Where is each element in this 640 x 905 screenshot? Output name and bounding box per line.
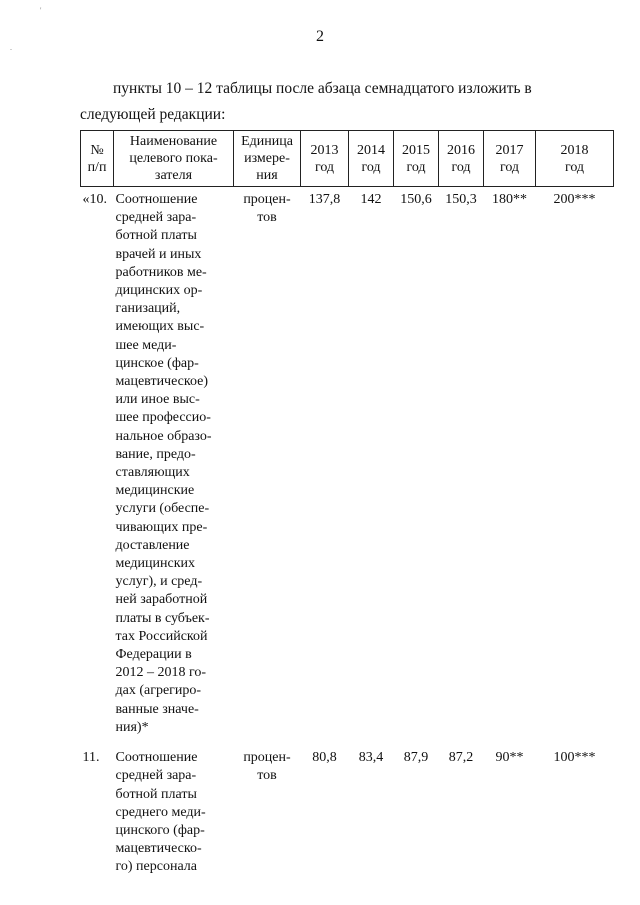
value-2016: 150,3 [445,192,477,207]
indicator-name-line: мацевтическое) [115,374,209,390]
value-2014: 83,4 [358,750,384,766]
unit-line: процен- [243,750,291,766]
indicator-name-line: 2012 – 2018 го- [115,665,207,681]
indicator-name-line: чивающих пре- [115,519,208,535]
header-year-2017 [484,131,536,187]
scan-speck: ' [40,6,42,15]
indicator-name-line: Федерации в [115,647,192,663]
value-2013: 137,8 [308,192,341,207]
indicator-name [114,187,234,738]
indicator-name-line: ставляющих [115,465,190,481]
indicator-name-line: Соотношение [115,750,198,766]
indicator-name-line: тах Российской [115,628,208,644]
indicator-name-line: имеющих выс- [115,319,205,335]
row-number: «10. [82,192,107,207]
indicator-name-line: ния)* [115,719,149,735]
indicator-name-line: медицинские [115,483,195,499]
unit-line: тов [257,210,277,226]
header-year-number: 2014 [357,142,385,158]
header-year-number: 2013 [310,142,339,158]
header-year-word: год [406,159,426,175]
value-2018: 100*** [553,750,596,766]
indicator-name-line: медицинских [115,556,195,572]
header-year-2014 [349,131,394,187]
header-year-number: 2017 [495,142,524,158]
header-num [81,131,114,187]
value-2017: 90** [495,750,524,766]
table-row [81,737,614,876]
header-unit-line: ния [256,168,278,183]
indicator-name-line: шее меди- [115,337,177,353]
unit-cell [234,737,301,876]
indicator-name-line: ботной платы [115,786,197,802]
indicator-name [114,737,234,876]
row-number: 11. [82,750,100,766]
indicator-name-line: дицинских ор- [115,283,203,299]
header-num-line: № [90,142,104,158]
indicator-name-line: цинского (фар- [115,822,205,838]
header-year-word: год [564,159,585,175]
header-name-line: Наименование [129,134,218,149]
indicator-name-line: услуги (обеспе- [115,501,210,517]
header-year-number: 2016 [447,142,475,158]
unit-line: процен- [243,192,291,207]
indicators-table [80,130,614,877]
header-year-2013 [301,131,349,187]
value-2013: 80,8 [312,750,337,766]
header-year-2018 [536,131,614,187]
value-2018: 200*** [553,192,596,207]
indicator-name-line: цинское (фар- [115,355,199,371]
indicator-name-line: шее профессио- [115,410,211,426]
indicator-name-line: го) персонала [115,859,198,875]
header-year-word: год [314,159,335,175]
indicators-table-wrapper [80,130,614,877]
header-name [114,131,234,187]
table-row [81,187,614,738]
header-unit-line: Единица [241,134,293,149]
indicator-name-line: Соотношение [115,192,198,207]
indicator-name-line: ганизаций, [115,301,181,317]
header-year-number: 2015 [402,142,430,158]
indicator-name-line: или иное выс- [115,392,200,408]
indicator-name-line: доставление [115,537,190,553]
indicator-name-line: средней зара- [115,210,197,226]
header-year-word: год [499,159,520,175]
header-name-line: целевого пока- [129,151,218,166]
indicator-name-line: врачей и иных [115,246,202,262]
header-unit-line: измере- [244,151,290,166]
indicator-name-line: платы в субъек- [115,610,210,626]
unit-line: тов [257,768,277,784]
value-2015: 87,9 [403,750,429,766]
value-2017: 180** [492,192,527,207]
indicator-name-line: нальное образо- [115,428,212,444]
indicator-name-line: работников ме- [115,264,207,280]
indicator-name-line: вание, предо- [115,446,196,462]
page-number: 2 [316,28,324,45]
scan-speck: . [10,43,12,52]
header-num-line: п/п [87,159,107,175]
header-name-line: зателя [154,168,193,183]
indicator-name-line: среднего меди- [115,804,206,820]
indicator-name-line: услуг), и сред- [115,574,203,590]
header-year-word: год [361,159,381,175]
indicator-name-line: мацевтическо- [115,841,202,857]
header-unit [234,131,301,187]
header-year-2015 [394,131,439,187]
indicator-name-line: ванные значе- [115,701,199,717]
value-2014: 142 [360,192,382,207]
indicator-name-line: средней зара- [115,768,197,784]
indicator-name-line: ботной платы [115,228,197,244]
value-2015: 150,6 [400,192,432,207]
value-2016: 87,2 [448,750,474,766]
indicator-name-line: ней заработной [115,592,208,608]
header-year-2016 [439,131,484,187]
header-year-number: 2018 [560,142,589,158]
unit-cell [234,187,301,738]
indicator-name-line: дах (агрегиро- [115,683,202,699]
intro-paragraph: пункты 10 – 12 таблицы после абзаца семнадцатого изложить в следующей редакции: [80,80,532,123]
header-year-word: год [451,159,471,175]
table-header-row [81,131,614,187]
